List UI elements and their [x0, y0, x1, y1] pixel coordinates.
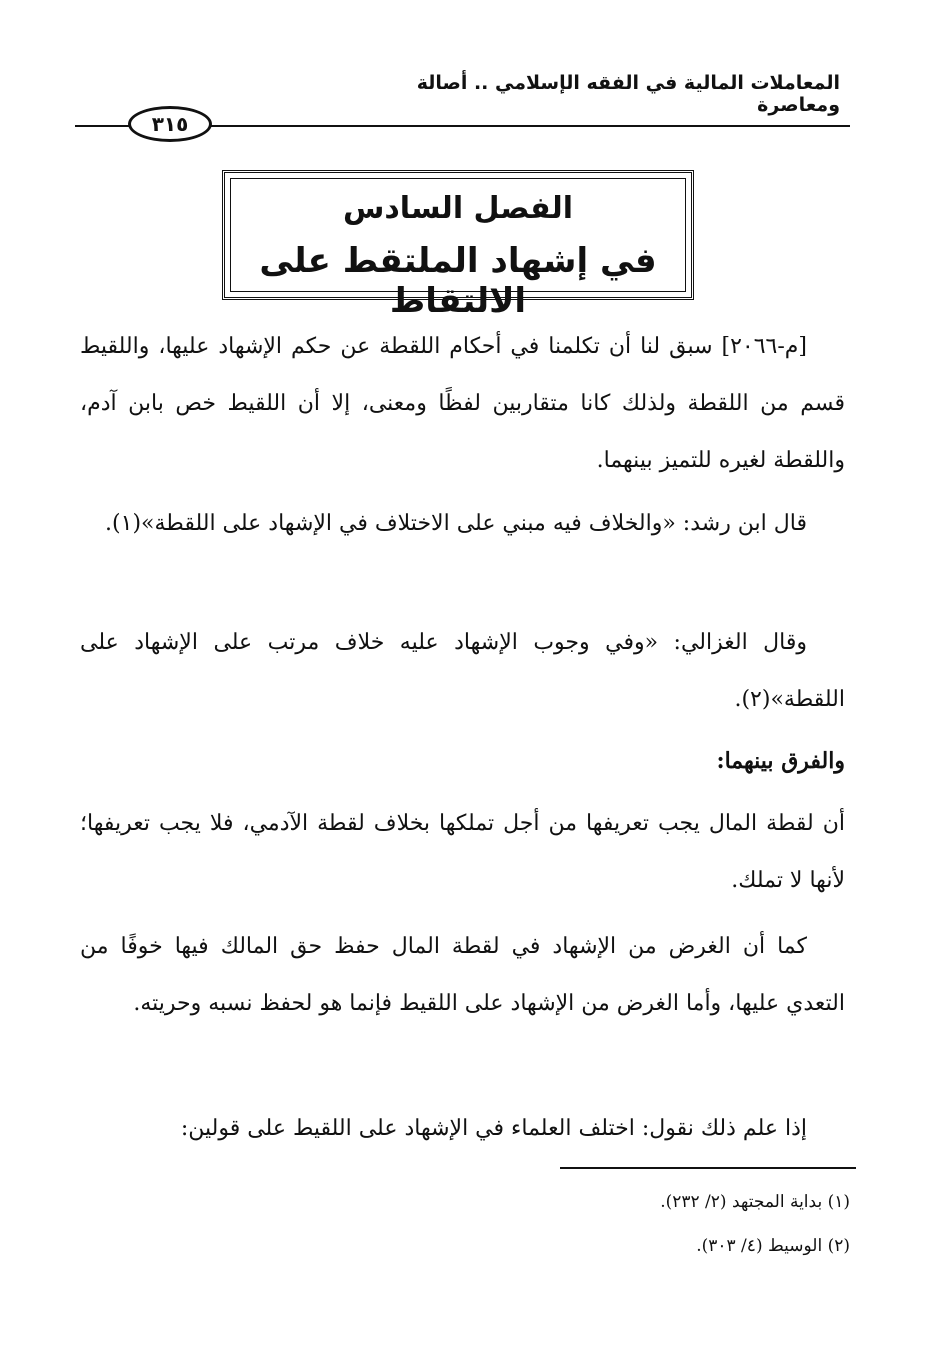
paragraph-ghazali-quote: وقال الغزالي: «وفي وجوب الإشهاد عليه خلاف مرتب على الإشهاد على اللقطة»(٢). [80, 630, 845, 712]
page-number: ٣١٥ [128, 106, 212, 142]
footnote-1: (١) بداية المجتهد (٢/ ٢٣٢). [660, 1192, 850, 1212]
subheading-difference: والفرق بينهما: [716, 748, 845, 774]
paragraph-two-opinions: إذا علم ذلك نقول: اختلف العلماء في الإشهاد على اللقيط على قولين: [180, 1116, 807, 1141]
paragraph-difference: أن لقطة المال يجب تعريفها من أجل تملكها بخلاف لقطة الآدمي، فلا يجب تعريفها؛ لأنها لا تملك. [80, 811, 845, 893]
running-header-title: المعاملات المالية في الفقه الإسلامي .. أصالة ومعاصرة [416, 72, 840, 116]
footnote-2: (٢) الوسيط (٤/ ٣٠٣). [696, 1236, 850, 1256]
footnote-rule [560, 1167, 856, 1169]
chapter-label: الفصل السادس [342, 191, 574, 226]
chapter-title-box [222, 170, 694, 321]
paragraph-purpose: كما أن الغرض من الإشهاد في لقطة المال حفظ حق المالك فيها خوفًا من التعدي عليها، وأما الغرض من الإشهاد على اللقيط فإنما هو لحفظ نسبه وحريته. [80, 934, 845, 1016]
chapter-title: في إشهاد الملتقط على الالتقاط [259, 241, 657, 321]
paragraph-intro: [م-٢٠٦٦] سبق لنا أن تكلمنا في أحكام اللقطة عن حكم الإشهاد عليها، واللقيط قسم من اللقطة ولذلك كانا متقاربين لفظًا ومعنى، إلا أن اللقيط خص بابن آدم، واللقطة لغيره للتميز بينهما. [80, 334, 845, 473]
paragraph-ibn-rushd-quote: قال ابن رشد: «والخلاف فيه مبني على الاختلاف في الإشهاد على اللقطة»(١). [105, 511, 807, 536]
